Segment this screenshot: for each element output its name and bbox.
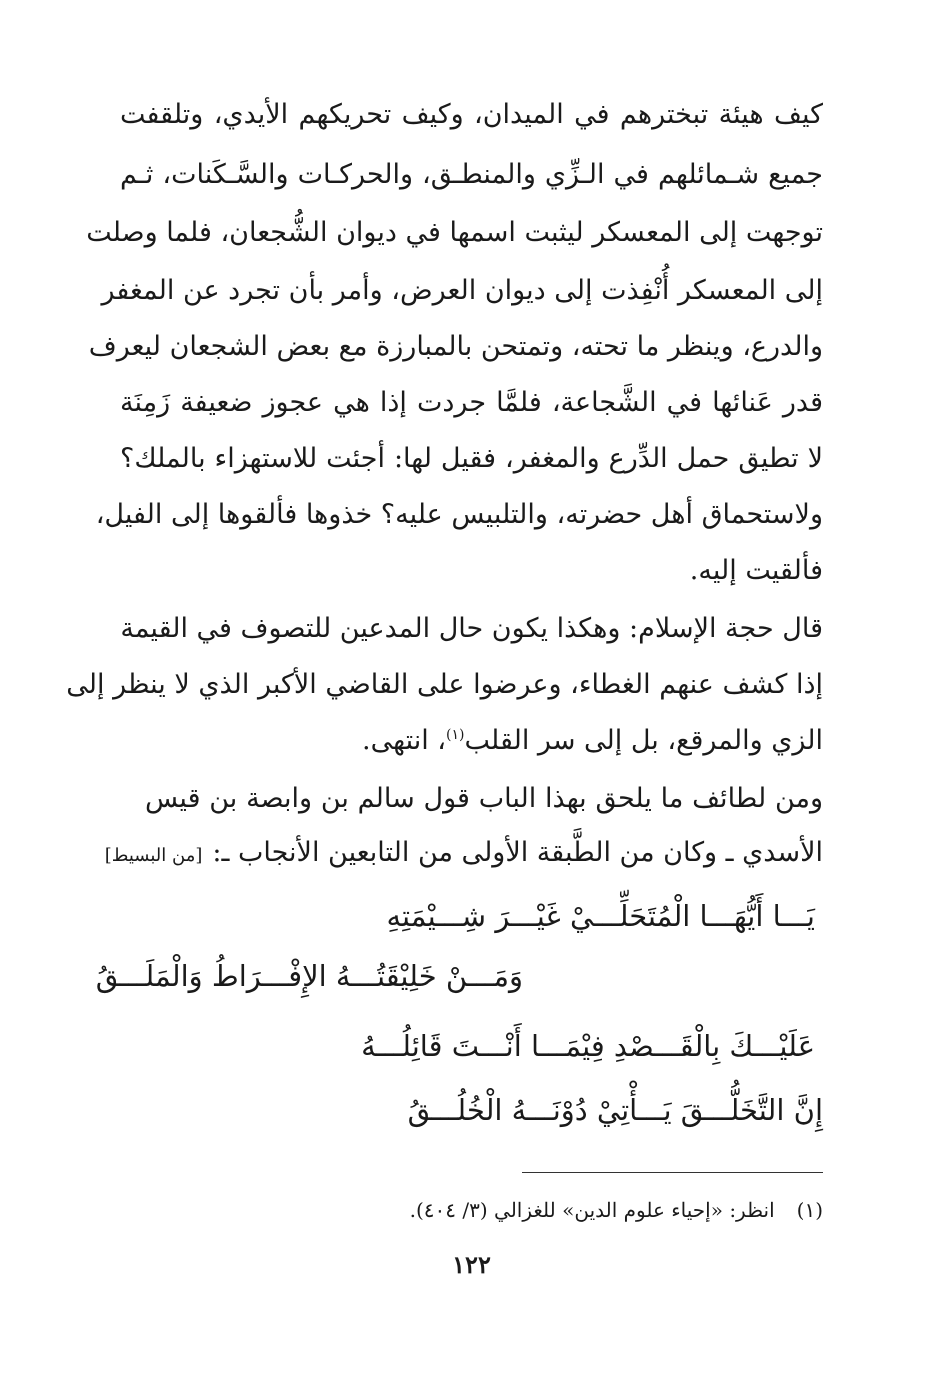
footnote-text: انظر: «إحياء علوم الدين» للغزالي (٣/ ٤٠٤). xyxy=(409,1198,775,1222)
poem-verse-4: إِنَّ التَّخَلُّـــقَ يَـــأْتِيْ دُوْنَـــهُ الْخُلُـــقُ xyxy=(407,1093,823,1127)
paragraph-2-line-3-end: ، انتهى. xyxy=(362,725,447,756)
paragraph-1-line-7: لا تطيق حمل الدِّرع والمغفر، فقيل لها: أجئت للاستهزاء بالملك؟ xyxy=(120,443,823,474)
poem-verse-2: وَمَـــنْ خَلِيْقَتُـــهُ الإِفْـــرَاطُ وَالْمَلَـــقُ xyxy=(95,959,523,993)
paragraph-3-line-2-text: الأسدي ـ وكان من الطَّبقة الأولى من التابعين الأنجاب ـ: xyxy=(212,837,823,868)
footnote xyxy=(120,1192,823,1228)
footnote-number: (١) xyxy=(796,1198,823,1222)
paragraph-1-line-1: كيف هيئة تبخترهم في الميدان، وكيف تحريكهم الأيدي، وتلقفت xyxy=(120,99,823,130)
paragraph-1-line-2: جميع شـمائلهم في الـزِّي والمنطـق، والحركـات والسَّـكَنات، ثـم xyxy=(120,159,823,190)
paragraph-1-line-9: فألقيت إليه. xyxy=(689,555,823,586)
paragraph-2-line-1: قال حجة الإسلام: وهكذا يكون حال المدعين للتصوف في القيمة xyxy=(120,613,823,644)
paragraph-1-line-5: والدرع، وينظر ما تحته، وتمتحن بالمبارزة مع بعض الشجعان ليعرف xyxy=(88,331,823,362)
paragraph-2-line-3 xyxy=(120,712,823,770)
meter-label: [من البسيط] xyxy=(104,845,203,866)
paragraph-3-line-1: ومن لطائف ما يلحق بهذا الباب قول سالم بن وابصة بن قيس xyxy=(145,783,824,814)
footnote-divider xyxy=(522,1172,823,1173)
poem-verse-3: عَلَيْـــكَ بِالْقَـــصْدِ فِيْمَـــا أَنْـــتَ قَائِلُـــهُ xyxy=(361,1029,815,1063)
paragraph-1-line-6: قدر عَنائها في الشَّجاعة، فلمَّا جردت إذا هي عجوز ضعيفة زَمِنَة xyxy=(120,387,823,418)
paragraph-3-line-2 xyxy=(104,824,823,882)
poem-verse-1: يَـــا أَيُّهَـــا الْمُتَحَلِّـــيْ غَيْـــرَ شِـــيْمَتِهِ xyxy=(386,899,815,933)
paragraph-2-line-3-text: الزي والمرقع، بل إلى سر القلب xyxy=(464,725,823,756)
footnote-reference[interactable]: (١) xyxy=(446,727,465,743)
paragraph-1-line-3: توجهت إلى المعسكر ليثبت اسمها في ديوان الشُّجعان، فلما وصلت xyxy=(86,217,823,248)
page-number: ١٢٢ xyxy=(452,1250,491,1279)
paragraph-1-line-4: إلى المعسكر أُنْفِذت إلى ديوان العرض، وأمر بأن تجرد عن المغفر xyxy=(101,275,823,306)
paragraph-1-line-8: ولاستحماق أهل حضرته، والتلبيس عليه؟ خذوها فألقوها إلى الفيل، xyxy=(95,499,823,530)
paragraph-2-line-2: إذا كشف عنهم الغطاء، وعرضوا على القاضي الأكبر الذي لا ينظر إلى xyxy=(66,669,823,700)
